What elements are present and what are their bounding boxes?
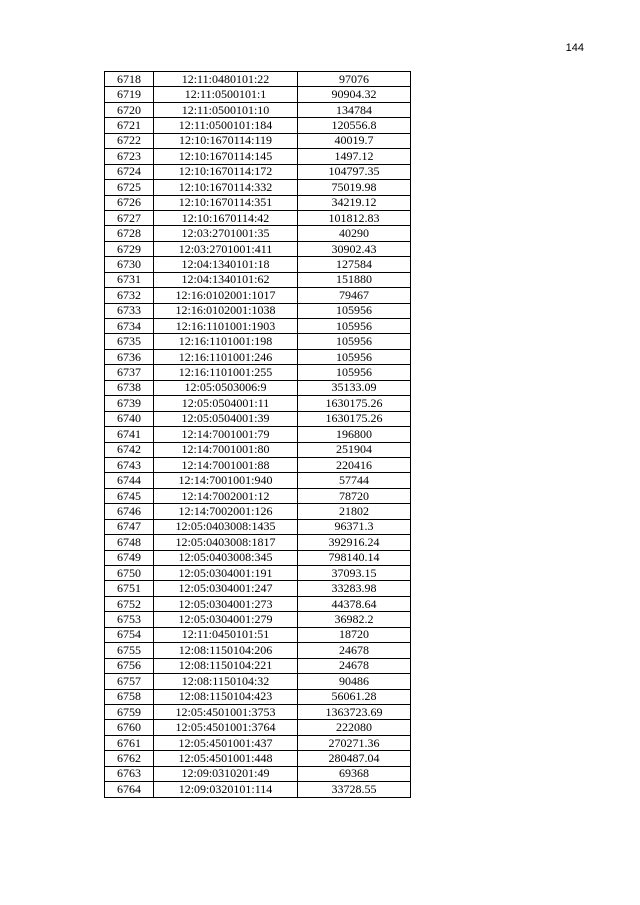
table-row: [105, 457, 411, 472]
row-number-cell: 6730: [105, 257, 154, 272]
cadastral-number-cell: 12:08:1150104:221: [154, 658, 298, 673]
table-row: [105, 319, 411, 334]
value-cell: 24678: [298, 658, 411, 673]
cadastral-number-cell: 12:16:0102001:1017: [154, 288, 298, 303]
value-cell: 90486: [298, 674, 411, 689]
row-number-cell: 6746: [105, 504, 154, 519]
cadastral-number-cell: 12:09:0320101:114: [154, 782, 298, 797]
table-row: [105, 658, 411, 673]
value-cell: 96371.3: [298, 519, 411, 534]
value-cell: 220416: [298, 457, 411, 472]
value-cell: 392916.24: [298, 535, 411, 550]
table-row: [105, 396, 411, 411]
row-number-cell: 6759: [105, 704, 154, 719]
row-number-cell: 6763: [105, 766, 154, 781]
table-row: [105, 766, 411, 781]
value-cell: 79467: [298, 288, 411, 303]
table-row: [105, 704, 411, 719]
table-row: [105, 133, 411, 148]
table-row: [105, 689, 411, 704]
cadastral-number-cell: 12:08:1150104:206: [154, 643, 298, 658]
table-row: [105, 349, 411, 364]
row-number-cell: 6760: [105, 720, 154, 735]
table-row: [105, 365, 411, 380]
value-cell: 1630175.26: [298, 411, 411, 426]
table-row: [105, 288, 411, 303]
table-row: [105, 102, 411, 117]
cadastral-number-cell: 12:03:2701001:35: [154, 226, 298, 241]
table-row: [105, 596, 411, 611]
row-number-cell: 6733: [105, 303, 154, 318]
cadastral-number-cell: 12:11:0500101:1: [154, 87, 298, 102]
table-row: [105, 751, 411, 766]
row-number-cell: 6726: [105, 195, 154, 210]
table-row: [105, 720, 411, 735]
value-cell: 798140.14: [298, 550, 411, 565]
cadastral-number-cell: 12:14:7002001:126: [154, 504, 298, 519]
row-number-cell: 6725: [105, 180, 154, 195]
value-cell: 75019.98: [298, 180, 411, 195]
table-row: [105, 411, 411, 426]
value-cell: 97076: [298, 72, 411, 87]
table-row: [105, 149, 411, 164]
row-number-cell: 6722: [105, 133, 154, 148]
row-number-cell: 6719: [105, 87, 154, 102]
table-row: [105, 504, 411, 519]
table-row: [105, 257, 411, 272]
row-number-cell: 6752: [105, 596, 154, 611]
cadastral-number-cell: 12:05:0304001:273: [154, 596, 298, 611]
value-cell: 105956: [298, 319, 411, 334]
value-cell: 251904: [298, 442, 411, 457]
cadastral-number-cell: 12:04:1340101:18: [154, 257, 298, 272]
table-row: [105, 442, 411, 457]
value-cell: 104797.35: [298, 164, 411, 179]
page-number: 144: [565, 42, 584, 54]
cadastral-number-cell: 12:10:1670114:119: [154, 133, 298, 148]
value-cell: 105956: [298, 365, 411, 380]
table-row: [105, 566, 411, 581]
table-row: [105, 488, 411, 503]
cadastral-number-cell: 12:10:1670114:351: [154, 195, 298, 210]
table-row: [105, 473, 411, 488]
value-cell: 69368: [298, 766, 411, 781]
value-cell: 151880: [298, 272, 411, 287]
value-cell: 90904.32: [298, 87, 411, 102]
cadastral-number-cell: 12:05:0304001:191: [154, 566, 298, 581]
cadastral-number-cell: 12:14:7001001:79: [154, 427, 298, 442]
cadastral-number-cell: 12:05:4501001:448: [154, 751, 298, 766]
row-number-cell: 6756: [105, 658, 154, 673]
row-number-cell: 6749: [105, 550, 154, 565]
cadastral-number-cell: 12:10:1670114:172: [154, 164, 298, 179]
row-number-cell: 6755: [105, 643, 154, 658]
cadastral-number-cell: 12:16:1101001:246: [154, 349, 298, 364]
cadastral-number-cell: 12:05:0403008:1817: [154, 535, 298, 550]
table-row: [105, 164, 411, 179]
cadastral-number-cell: 12:08:1150104:423: [154, 689, 298, 704]
value-cell: 101812.83: [298, 210, 411, 225]
cadastral-number-cell: 12:05:0304001:279: [154, 612, 298, 627]
row-number-cell: 6751: [105, 581, 154, 596]
row-number-cell: 6761: [105, 735, 154, 750]
table-row: [105, 334, 411, 349]
cadastral-number-cell: 12:05:0503006:9: [154, 380, 298, 395]
row-number-cell: 6744: [105, 473, 154, 488]
row-number-cell: 6748: [105, 535, 154, 550]
cadastral-number-cell: 12:05:4501001:3753: [154, 704, 298, 719]
value-cell: 24678: [298, 643, 411, 658]
row-number-cell: 6753: [105, 612, 154, 627]
cadastral-number-cell: 12:04:1340101:62: [154, 272, 298, 287]
cadastral-number-cell: 12:16:0102001:1038: [154, 303, 298, 318]
row-number-cell: 6739: [105, 396, 154, 411]
table-row: [105, 627, 411, 642]
value-cell: 37093.15: [298, 566, 411, 581]
table-row: [105, 782, 411, 797]
cadastral-number-cell: 12:08:1150104:32: [154, 674, 298, 689]
value-cell: 44378.64: [298, 596, 411, 611]
row-number-cell: 6732: [105, 288, 154, 303]
table-row: [105, 612, 411, 627]
row-number-cell: 6742: [105, 442, 154, 457]
row-number-cell: 6735: [105, 334, 154, 349]
row-number-cell: 6728: [105, 226, 154, 241]
row-number-cell: 6738: [105, 380, 154, 395]
cadastral-number-cell: 12:09:0310201:49: [154, 766, 298, 781]
row-number-cell: 6718: [105, 72, 154, 87]
cadastral-number-cell: 12:11:0500101:184: [154, 118, 298, 133]
value-cell: 1497.12: [298, 149, 411, 164]
value-cell: 127584: [298, 257, 411, 272]
table-row: [105, 550, 411, 565]
row-number-cell: 6736: [105, 349, 154, 364]
value-cell: 34219.12: [298, 195, 411, 210]
row-number-cell: 6745: [105, 488, 154, 503]
cadastral-number-cell: 12:05:0403008:345: [154, 550, 298, 565]
row-number-cell: 6723: [105, 149, 154, 164]
table-row: [105, 735, 411, 750]
cadastral-number-cell: 12:11:0480101:22: [154, 72, 298, 87]
value-cell: 270271.36: [298, 735, 411, 750]
row-number-cell: 6750: [105, 566, 154, 581]
value-cell: 1630175.26: [298, 396, 411, 411]
row-number-cell: 6721: [105, 118, 154, 133]
row-number-cell: 6724: [105, 164, 154, 179]
cadastral-number-cell: 12:16:1101001:198: [154, 334, 298, 349]
cadastral-number-cell: 12:10:1670114:42: [154, 210, 298, 225]
table-row: [105, 241, 411, 256]
value-cell: 18720: [298, 627, 411, 642]
row-number-cell: 6737: [105, 365, 154, 380]
table-row: [105, 72, 411, 87]
value-cell: 120556.8: [298, 118, 411, 133]
row-number-cell: 6747: [105, 519, 154, 534]
value-cell: 78720: [298, 488, 411, 503]
table-row: [105, 180, 411, 195]
value-cell: 36982.2: [298, 612, 411, 627]
table-row: [105, 519, 411, 534]
table-body: [105, 72, 411, 798]
table-row: [105, 674, 411, 689]
row-number-cell: 6729: [105, 241, 154, 256]
cadastral-number-cell: 12:11:0450101:51: [154, 627, 298, 642]
cadastral-number-cell: 12:16:1101001:255: [154, 365, 298, 380]
value-cell: 105956: [298, 349, 411, 364]
value-cell: 134784: [298, 102, 411, 117]
value-cell: 33283.98: [298, 581, 411, 596]
data-table: [104, 71, 411, 798]
value-cell: 56061.28: [298, 689, 411, 704]
value-cell: 33728.55: [298, 782, 411, 797]
value-cell: 105956: [298, 303, 411, 318]
cadastral-number-cell: 12:11:0500101:10: [154, 102, 298, 117]
table-row: [105, 380, 411, 395]
row-number-cell: 6757: [105, 674, 154, 689]
cadastral-number-cell: 12:14:7001001:88: [154, 457, 298, 472]
value-cell: 35133.09: [298, 380, 411, 395]
cadastral-number-cell: 12:05:0403008:1435: [154, 519, 298, 534]
row-number-cell: 6743: [105, 457, 154, 472]
row-number-cell: 6740: [105, 411, 154, 426]
cadastral-number-cell: 12:14:7001001:80: [154, 442, 298, 457]
value-cell: 1363723.69: [298, 704, 411, 719]
cadastral-number-cell: 12:05:4501001:3764: [154, 720, 298, 735]
table-row: [105, 210, 411, 225]
table-row: [105, 581, 411, 596]
cadastral-number-cell: 12:05:0504001:39: [154, 411, 298, 426]
value-cell: 30902.43: [298, 241, 411, 256]
row-number-cell: 6731: [105, 272, 154, 287]
value-cell: 280487.04: [298, 751, 411, 766]
cadastral-number-cell: 12:05:0304001:247: [154, 581, 298, 596]
value-cell: 105956: [298, 334, 411, 349]
cadastral-number-cell: 12:03:2701001:411: [154, 241, 298, 256]
value-cell: 21802: [298, 504, 411, 519]
table-row: [105, 272, 411, 287]
table-row: [105, 87, 411, 102]
row-number-cell: 6727: [105, 210, 154, 225]
table-row: [105, 427, 411, 442]
table-row: [105, 118, 411, 133]
value-cell: 222080: [298, 720, 411, 735]
row-number-cell: 6754: [105, 627, 154, 642]
row-number-cell: 6758: [105, 689, 154, 704]
row-number-cell: 6734: [105, 319, 154, 334]
cadastral-number-cell: 12:14:7002001:12: [154, 488, 298, 503]
row-number-cell: 6764: [105, 782, 154, 797]
table-row: [105, 643, 411, 658]
table-row: [105, 535, 411, 550]
row-number-cell: 6741: [105, 427, 154, 442]
table-row: [105, 226, 411, 241]
value-cell: 40019.7: [298, 133, 411, 148]
cadastral-number-cell: 12:16:1101001:1903: [154, 319, 298, 334]
cadastral-number-cell: 12:10:1670114:332: [154, 180, 298, 195]
cadastral-number-cell: 12:10:1670114:145: [154, 149, 298, 164]
table-row: [105, 195, 411, 210]
value-cell: 57744: [298, 473, 411, 488]
table-row: [105, 303, 411, 318]
cadastral-number-cell: 12:14:7001001:940: [154, 473, 298, 488]
row-number-cell: 6762: [105, 751, 154, 766]
value-cell: 196800: [298, 427, 411, 442]
row-number-cell: 6720: [105, 102, 154, 117]
cadastral-number-cell: 12:05:4501001:437: [154, 735, 298, 750]
cadastral-number-cell: 12:05:0504001:11: [154, 396, 298, 411]
value-cell: 40290: [298, 226, 411, 241]
